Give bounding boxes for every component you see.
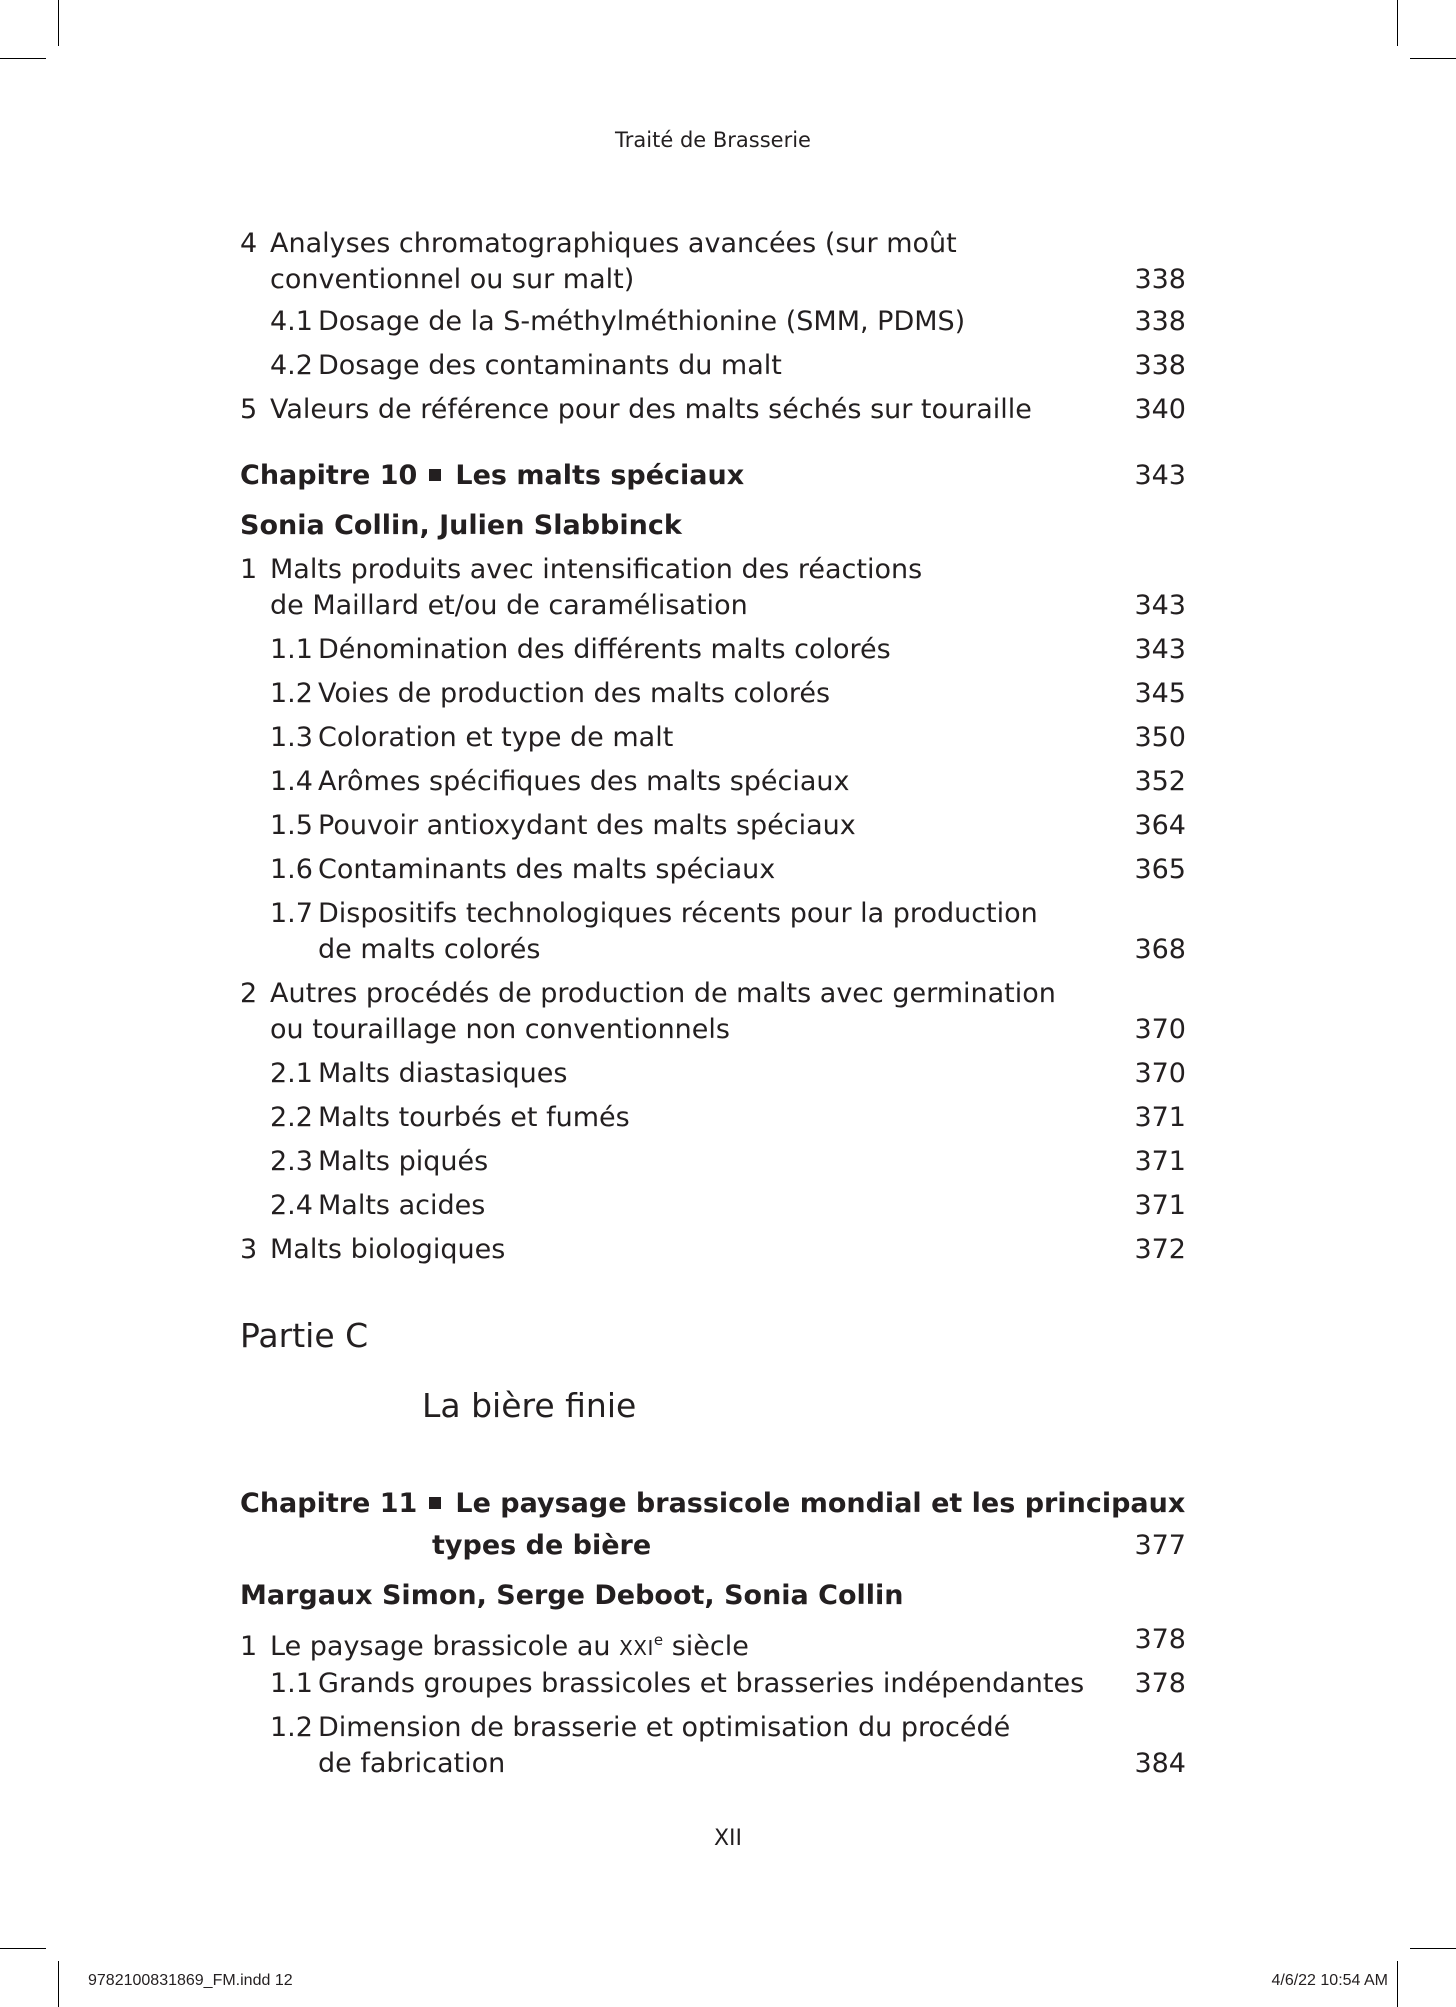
toc-title <box>270 1631 749 1662</box>
toc-page: 377 <box>1134 1530 1186 1561</box>
chapter-entry[interactable] <box>240 458 1186 494</box>
toc-page: 338 <box>1134 350 1186 381</box>
toc-title-cont: conventionnel ou sur malt) <box>270 264 635 295</box>
toc-entry[interactable] <box>270 1100 1186 1136</box>
toc-entry[interactable] <box>270 304 1186 340</box>
square-bullet-icon <box>429 469 441 481</box>
crop-mark <box>1410 1948 1456 1949</box>
toc-entry[interactable] <box>270 896 1186 968</box>
toc-title-cont: ou touraillage non conventionnels <box>270 1014 730 1045</box>
toc-title: Malts diastasiques <box>318 1058 568 1089</box>
square-bullet-icon <box>429 1497 441 1509</box>
toc-number: 1.5 <box>270 810 313 841</box>
part-title: La bière finie <box>422 1386 637 1425</box>
toc-entry[interactable] <box>270 808 1186 844</box>
toc-entry[interactable] <box>270 676 1186 712</box>
toc-page: 364 <box>1134 810 1186 841</box>
toc-entry[interactable] <box>270 852 1186 888</box>
toc-entry[interactable] <box>240 1232 1186 1268</box>
crop-mark <box>1410 58 1456 59</box>
toc-number: 1.3 <box>270 722 313 753</box>
toc-entry[interactable] <box>270 720 1186 756</box>
toc-number: 1.7 <box>270 898 313 929</box>
toc-title: Coloration et type de malt <box>318 722 674 753</box>
toc-number: 1.6 <box>270 854 313 885</box>
toc-page: 365 <box>1134 854 1186 885</box>
toc-title-part: siècle <box>663 1631 749 1662</box>
toc-title: Autres procédés de production de malts avec germination <box>270 978 1056 1009</box>
toc-page: 368 <box>1134 934 1186 965</box>
toc-title: Malts biologiques <box>270 1234 506 1265</box>
toc-number: 1 <box>240 1631 258 1662</box>
toc-title: Dispositifs technologiques récents pour la production <box>318 898 1038 929</box>
toc-number: 4.2 <box>270 350 313 381</box>
toc-page: 371 <box>1134 1146 1186 1177</box>
crop-mark <box>1397 0 1398 46</box>
toc-page: 378 <box>1134 1624 1186 1655</box>
crop-mark <box>58 1961 59 2007</box>
toc-page: 343 <box>1134 590 1186 621</box>
toc-entry[interactable] <box>240 976 1186 1048</box>
toc-number: 4.1 <box>270 306 313 337</box>
chapter-title: Les malts spéciaux <box>455 460 745 491</box>
toc-title: Voies de production des malts colorés <box>318 678 831 709</box>
toc-title: Analyses chromatographiques avancées (sur moût <box>270 228 957 259</box>
chapter-entry[interactable] <box>240 1486 1186 1564</box>
toc-title-cont: de fabrication <box>318 1748 506 1779</box>
toc-title-cont: de malts colorés <box>318 934 541 965</box>
toc-entry[interactable] <box>270 1666 1186 1702</box>
toc-page: 370 <box>1134 1058 1186 1089</box>
toc-title: Dénomination des différents malts colorés <box>318 634 891 665</box>
toc-title: Dosage de la S-méthylméthionine (SMM, PDMS) <box>318 306 966 337</box>
toc-number: 2.3 <box>270 1146 313 1177</box>
crop-mark <box>0 1948 46 1949</box>
toc-number: 5 <box>240 394 258 425</box>
toc-number: 2.2 <box>270 1102 313 1133</box>
toc-page: 340 <box>1134 394 1186 425</box>
toc-entry[interactable] <box>270 348 1186 384</box>
toc-page: 338 <box>1134 264 1186 295</box>
toc-number: 2.4 <box>270 1190 313 1221</box>
toc-entry[interactable] <box>270 764 1186 800</box>
toc-page: 371 <box>1134 1102 1186 1133</box>
part-label: Partie C <box>240 1316 369 1355</box>
chapter-title-cont: types de bière <box>432 1530 652 1561</box>
toc-title: Dosage des contaminants du malt <box>318 350 782 381</box>
toc-page: 338 <box>1134 306 1186 337</box>
page-number: XII <box>713 1826 743 1851</box>
toc-title: Dimension de brasserie et optimisation du procédé <box>318 1712 1011 1743</box>
toc-number: 4 <box>240 228 258 259</box>
toc-entry[interactable] <box>270 632 1186 668</box>
century-smallcaps: XXI <box>619 1636 654 1660</box>
toc-page: 352 <box>1134 766 1186 797</box>
toc-entry[interactable] <box>270 1144 1186 1180</box>
toc-page: 384 <box>1134 1748 1186 1779</box>
century-superscript: e <box>653 1631 664 1649</box>
toc-page: 350 <box>1134 722 1186 753</box>
toc-number: 1 <box>240 554 258 585</box>
crop-mark <box>1397 1961 1398 2007</box>
toc-entry[interactable] <box>270 1710 1186 1782</box>
chapter-authors: Margaux Simon, Serge Deboot, Sonia Collin <box>240 1580 904 1611</box>
crop-mark <box>58 0 59 46</box>
chapter-title: Le paysage brassicole mondial et les principaux <box>455 1488 1186 1519</box>
toc-number: 2 <box>240 978 258 1009</box>
toc-title-cont: de Maillard et/ou de caramélisation <box>270 590 748 621</box>
toc-title: Contaminants des malts spéciaux <box>318 854 776 885</box>
toc-number: 3 <box>240 1234 258 1265</box>
toc-title: Arômes spécifiques des malts spéciaux <box>318 766 850 797</box>
toc-title: Grands groupes brassicoles et brasseries indépendantes <box>318 1668 1085 1699</box>
toc-entry[interactable] <box>240 392 1186 428</box>
toc-page: 345 <box>1134 678 1186 709</box>
chapter-label: Chapitre 10 <box>240 460 418 491</box>
toc-page: 343 <box>1134 460 1186 491</box>
toc-page: 378 <box>1134 1668 1186 1699</box>
toc-title-part: Le paysage brassicole au <box>270 1631 620 1662</box>
toc-entry[interactable] <box>240 226 1186 298</box>
toc-entry[interactable] <box>270 1056 1186 1092</box>
toc-page: 343 <box>1134 634 1186 665</box>
toc-title: Valeurs de référence pour des malts séchés sur touraille <box>270 394 1032 425</box>
chapter-authors: Sonia Collin, Julien Slabbinck <box>240 510 682 541</box>
toc-entry[interactable] <box>240 552 1186 624</box>
toc-title: Malts tourbés et fumés <box>318 1102 630 1133</box>
running-header: Traité de Brasserie <box>615 128 811 152</box>
toc-entry[interactable] <box>240 1622 1186 1666</box>
toc-number: 1.1 <box>270 1668 313 1699</box>
chapter-label: Chapitre 11 <box>240 1488 418 1519</box>
toc-number: 1.2 <box>270 678 313 709</box>
print-slug-date: 4/6/22 10:54 AM <box>1271 1972 1388 1989</box>
toc-number: 1.4 <box>270 766 313 797</box>
toc-title: Malts piqués <box>318 1146 489 1177</box>
toc-number: 2.1 <box>270 1058 313 1089</box>
toc-title: Malts produits avec intensification des réactions <box>270 554 923 585</box>
toc-page: 371 <box>1134 1190 1186 1221</box>
crop-mark <box>0 58 46 59</box>
toc-number: 1.2 <box>270 1712 313 1743</box>
toc-number: 1.1 <box>270 634 313 665</box>
toc-page: 370 <box>1134 1014 1186 1045</box>
toc-title: Malts acides <box>318 1190 486 1221</box>
toc-page: 372 <box>1134 1234 1186 1265</box>
toc-entry[interactable] <box>270 1188 1186 1224</box>
toc-title: Pouvoir antioxydant des malts spéciaux <box>318 810 856 841</box>
print-slug-file: 9782100831869_FM.indd 12 <box>88 1972 293 1989</box>
